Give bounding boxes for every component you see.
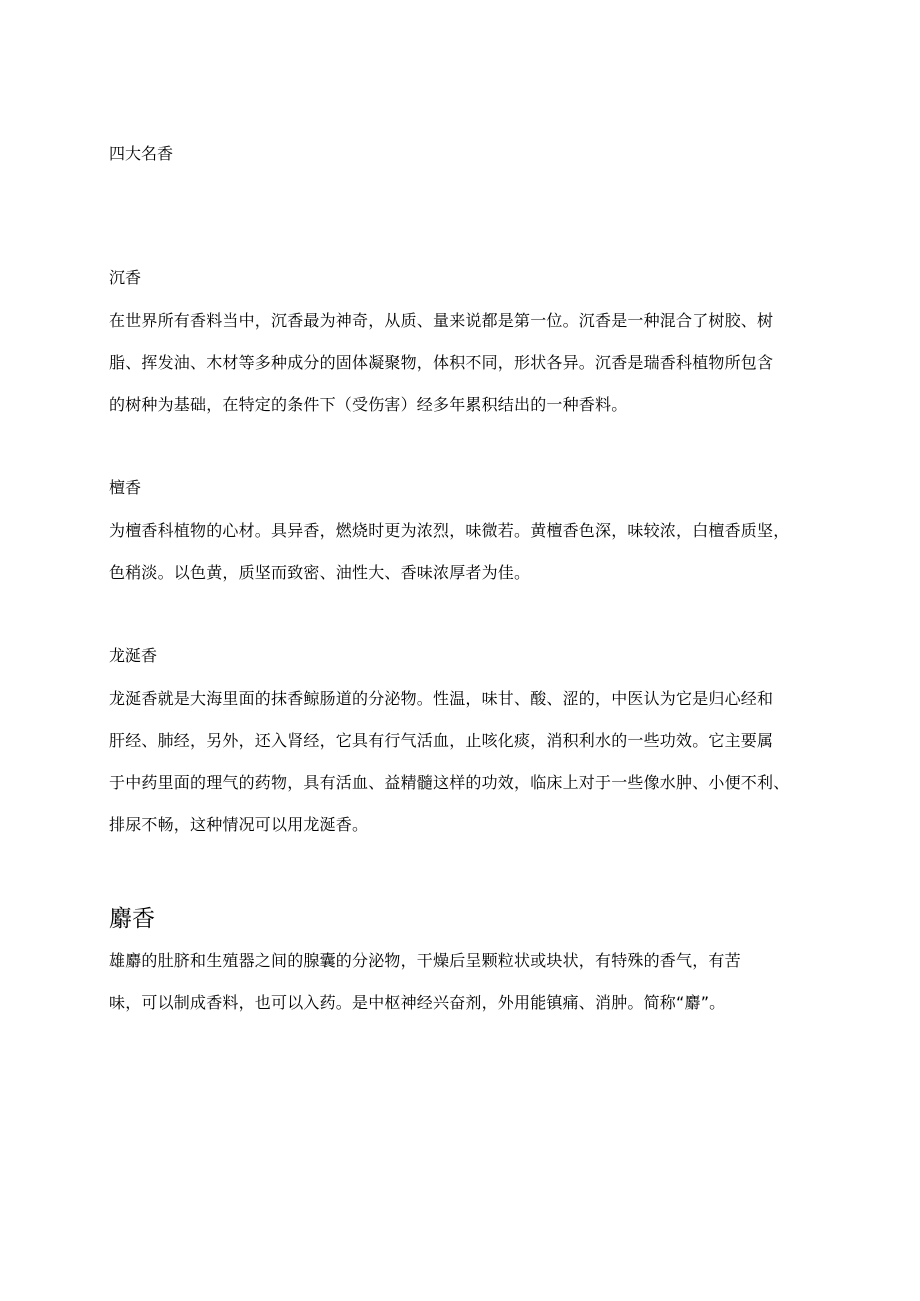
paragraph-line: 的树种为基础，在特定的条件下（受伤害）经多年累积结出的一种香料。 xyxy=(109,395,628,414)
section-tanxiang xyxy=(109,476,821,594)
paragraph-line: 味，可以制成香料，也可以入药。是中枢神经兴奋剂，外用能镇痛、消肿。简称“麝”。 xyxy=(109,993,726,1012)
paragraph-line: 色稍淡。以色黄，质坚而致密、油性大、香味浓厚者为佳。 xyxy=(109,563,531,582)
section-body xyxy=(109,678,821,846)
section-body xyxy=(109,300,821,426)
paragraph-line: 雄麝的肚脐和生殖器之间的腺囊的分泌物，干燥后呈颗粒状或块状，有特殊的香气，有苦 xyxy=(109,951,741,970)
section-shexiang xyxy=(109,904,821,1024)
paragraph-line: 为檀香科植物的心材。具异香，燃烧时更为浓烈，味微若。黄檀香色深，味较浓，白檀香质坚， xyxy=(109,521,790,540)
section-chenxiang xyxy=(109,266,821,426)
section-heading: 檀香 xyxy=(109,478,142,497)
section-heading: 龙涎香 xyxy=(109,646,158,665)
section-heading: 麝香 xyxy=(109,906,155,932)
paragraph-line: 龙涎香就是大海里面的抹香鲸肠道的分泌物。性温，味甘、酸、涩的，中医认为它是归心经和 xyxy=(109,689,774,708)
page-title: 四大名香 xyxy=(109,144,174,163)
paragraph-line: 脂、挥发油、木材等多种成分的固体凝聚物，体积不同，形状各异。沉香是瑞香科植物所包含 xyxy=(109,353,774,372)
section-heading: 沉香 xyxy=(109,268,142,287)
section-longxianxiang xyxy=(109,644,821,846)
paragraph-line: 在世界所有香料当中，沉香最为神奇，从质、量来说都是第一位。沉香是一种混合了树胶、树 xyxy=(109,311,774,330)
paragraph-line: 肝经、肺经，另外，还入肾经，它具有行气活血，止咳化痰，消积利水的一些功效。它主要属 xyxy=(109,731,774,750)
section-body xyxy=(109,940,821,1024)
paragraph-line: 于中药里面的理气的药物，具有活血、益精髓这样的功效，临床上对于一些像水肿、小便不利、 xyxy=(109,773,790,792)
section-body xyxy=(109,510,821,594)
paragraph-line: 排尿不畅，这种情况可以用龙涎香。 xyxy=(109,815,369,834)
